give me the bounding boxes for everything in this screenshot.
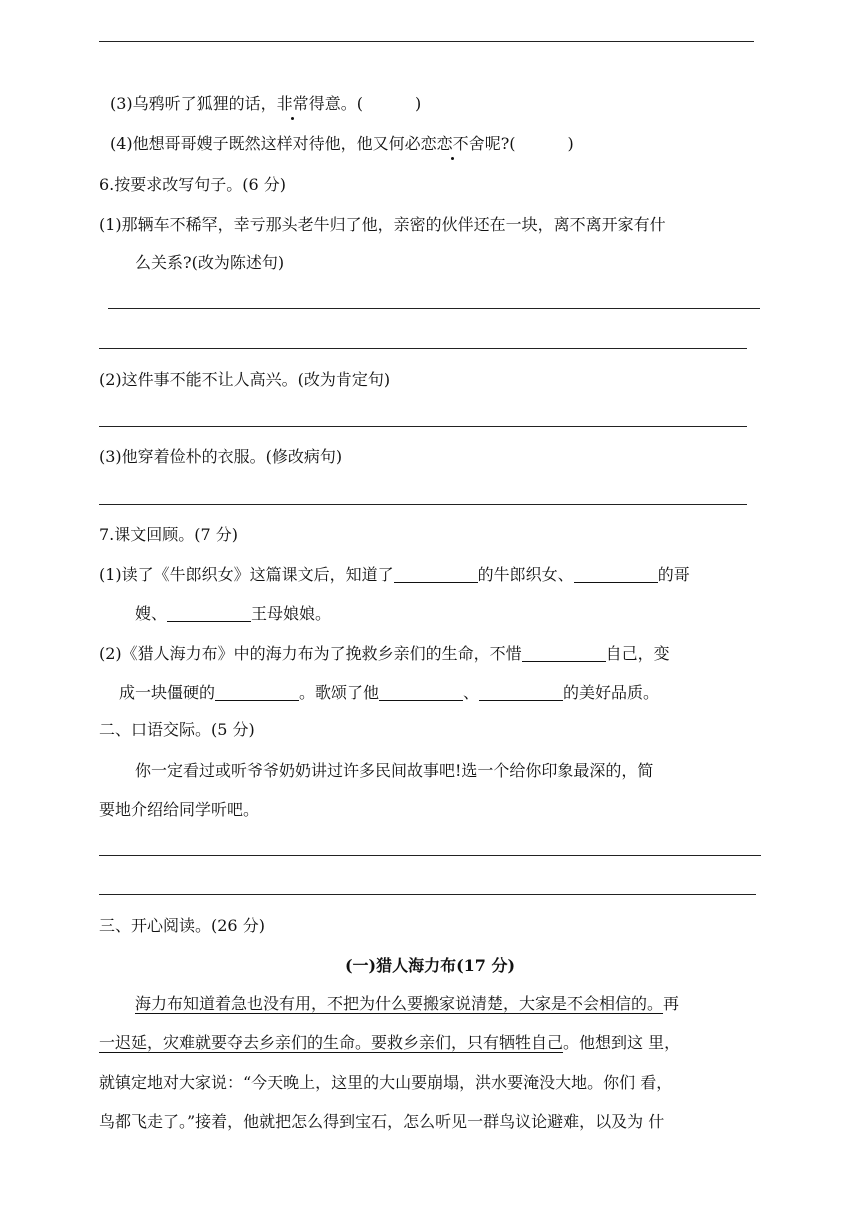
oral-text-line-2: 要地介绍给同学听吧。 — [99, 800, 260, 819]
q7-heading: 7.课文回顾。(7 分) — [99, 525, 239, 544]
underlined-sentence: 一迟延，灾难就要夺去乡亲们的生命。要救乡亲们，只有牺牲自己 — [99, 1033, 564, 1052]
fill-blank[interactable] — [479, 684, 563, 701]
q6-sentence-2: (2)这件事不能不让人高兴。(改为肯定句) — [99, 370, 391, 389]
reading-heading: 三、开心阅读。(26 分) — [99, 916, 265, 935]
oral-heading: 二、口语交际。(5 分) — [99, 720, 255, 739]
top-rule — [99, 41, 754, 42]
q7-part-1-line-1: (1)读了《牛郎织女》这篇课文后，知道了 的牛郎织女、 的哥 — [99, 565, 690, 584]
q7-part-2-line-2: 成一块僵硬的 。歌颂了他 、 的美好品质。 — [119, 683, 660, 702]
q7-part-2-line-1: (2)《猎人海力布》中的海力布为了挽救乡亲们的生命，不惜 自己，变 — [99, 644, 670, 663]
fill-blank[interactable] — [522, 645, 606, 662]
fill-blank[interactable] — [167, 605, 251, 622]
answer-line — [99, 348, 747, 349]
emphasis-dot-word: 非常 — [276, 94, 309, 113]
passage-line-2: 一迟延，灾难就要夺去乡亲们的生命。要救乡亲们，只有牺牲自己。他想到这 里， — [99, 1033, 681, 1052]
emphasis-dot-word: 恋恋不舍 — [420, 134, 485, 153]
answer-line — [99, 894, 756, 895]
answer-line — [108, 308, 760, 309]
answer-line — [99, 855, 761, 856]
passage-line-3: 就镇定地对大家说：“今天晚上，这里的大山要崩塌，洪水要淹没大地。你们 看， — [99, 1073, 673, 1092]
answer-line — [99, 504, 747, 505]
fill-blank[interactable] — [394, 566, 478, 583]
passage-line-4: 鸟都飞走了。”接着，他就把怎么得到宝石，怎么听见一群鸟议论避难，以及为 什 — [99, 1112, 665, 1131]
q5-item-3: (3)乌鸦听了狐狸的话，非常得意。( ) — [110, 94, 422, 113]
q6-sentence-1-line-2: 么关系?(改为陈述句) — [135, 253, 285, 272]
passage-line-1: 海力布知道着急也没有用，不把为什么要搬家说清楚，大家是不会相信的。再 — [135, 994, 680, 1013]
q6-sentence-1-line-1: (1)那辆车不稀罕，幸亏那头老牛归了他，亲密的伙伴还在一块，离不离开家有什 — [99, 215, 666, 234]
q6-sentence-3: (3)他穿着俭朴的衣服。(修改病句) — [99, 447, 343, 466]
q6-heading: 6.按要求改写句子。(6 分) — [99, 175, 287, 194]
q7-part-1-line-2: 嫂、 王母娘娘。 — [135, 604, 332, 623]
oral-text-line-1: 你一定看过或听爷爷奶奶讲过许多民间故事吧!选一个给你印象最深的，简 — [135, 761, 654, 780]
passage-title: (一)猎人海力布(17 分) — [344, 956, 516, 975]
fill-blank[interactable] — [379, 684, 463, 701]
underlined-sentence: 海力布知道着急也没有用，不把为什么要搬家说清楚，大家是不会相信的。 — [135, 994, 664, 1013]
q5-item-4: (4)他想哥哥嫂子既然这样对待他，他又何必恋恋不舍呢?( ) — [110, 134, 574, 153]
fill-blank[interactable] — [215, 684, 299, 701]
fill-blank[interactable] — [574, 566, 658, 583]
answer-line — [99, 426, 747, 427]
